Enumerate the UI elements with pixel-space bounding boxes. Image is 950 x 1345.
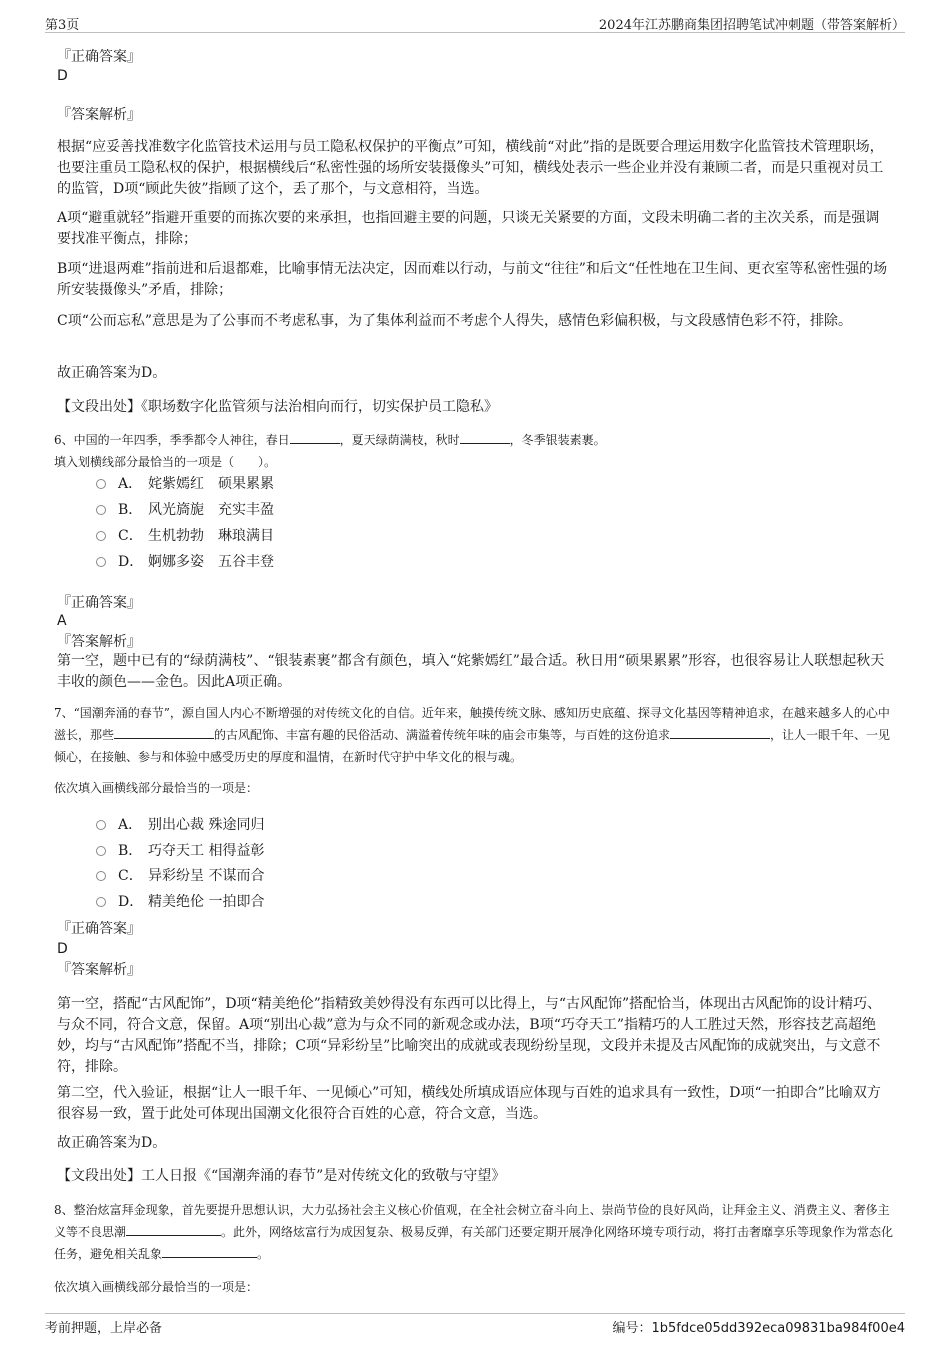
page-header bbox=[45, 12, 905, 33]
q7-stem: 7、“国潮奔涌的春节”，源自国人内心不断增强的对传统文化的自信。近年来，触摸传统文脉、感知历史底蕴、探寻文化基因等精神追求，在越来越多人的心中滋长，那些 的古风配饰、丰富有趣的民俗活动、满溢着传统年味的庙会市集等，与百姓的这份追求 ，让人一眼千年、一见倾心，在接触、参与和体验中感受历史的厚度和温情，在新时代守护中华文化的根与魂。 bbox=[54, 706, 891, 764]
q7-answer-label: 『正确答案』 bbox=[57, 921, 141, 937]
blank-line bbox=[126, 1223, 221, 1236]
radio-icon[interactable] bbox=[96, 505, 106, 515]
q6-instruction: 填入划横线部分最恰当的一项是（ ）。 bbox=[54, 455, 277, 469]
q6-stem: 6、中国的一年四季，季季都令人神往，春日 ，夏天绿荫满枝，秋时 ，冬季银装素裹。 bbox=[54, 433, 606, 447]
radio-icon[interactable] bbox=[96, 479, 106, 489]
q7-analysis-label: 『答案解析』 bbox=[57, 962, 141, 978]
q5-analysis-p3: B项“进退两难”指前进和后退都难，比喻事情无法决定，因而难以行动，与前文“往往”和后文“任性地在卫生间、更衣室等私密性强的场所安装摄像头”矛盾，排除； bbox=[57, 261, 888, 298]
q7-option-b[interactable]: B． 巧夺天工 相得益彰 bbox=[96, 841, 264, 861]
q5-analysis-p4: C项“公而忘私”意思是为了公事而不考虑私事，为了集体利益而不考虑个人得失，感情色彩偏积极，与文段感情色彩不符，排除。 bbox=[57, 313, 853, 329]
q5-answer-label: 『正确答案』 bbox=[57, 49, 141, 65]
q7-instruction: 依次填入画横线部分最恰当的一项是： bbox=[54, 781, 259, 795]
blank-line bbox=[670, 726, 770, 739]
radio-icon[interactable] bbox=[96, 871, 106, 881]
q7-option-a[interactable]: A． 别出心裁 殊途同归 bbox=[96, 815, 264, 835]
page-number: 第3页 bbox=[45, 18, 80, 33]
q6-analysis: 第一空，题中已有的“绿荫满枝”、“银装素裹”都含有颜色，填入“姹紫嫣红”最合适。秋日用“硕果累累”形容，也很容易让人联想起秋天丰收的颜色——金色。因此A项正确。 bbox=[57, 653, 885, 690]
blank-line bbox=[290, 431, 340, 444]
blank-line bbox=[162, 1245, 257, 1258]
blank-line bbox=[114, 726, 214, 739]
q5-source: 【文段出处】《职场数字化监管须与法治相向而行，切实保护员工隐私》 bbox=[57, 399, 498, 415]
q5-analysis-label: 『答案解析』 bbox=[57, 107, 141, 123]
q8-instruction: 依次填入画横线部分最恰当的一项是： bbox=[54, 1280, 259, 1294]
q7-option-d[interactable]: D． 精美绝伦 一拍即合 bbox=[96, 892, 264, 912]
q6-analysis-label: 『答案解析』 bbox=[57, 634, 141, 650]
radio-icon[interactable] bbox=[96, 557, 106, 567]
q6-answer: A bbox=[57, 613, 67, 629]
q7-answer: D bbox=[57, 941, 68, 957]
q7-conclusion: 故正确答案为D。 bbox=[57, 1135, 167, 1151]
footer-code: 编号：1b5fdce05dd392eca09831ba984f00e4 bbox=[612, 1321, 905, 1336]
q6-option-c[interactable]: C． 生机勃勃 琳琅满目 bbox=[96, 526, 274, 546]
q7-source: 【文段出处】工人日报《“国潮奔涌的春节”是对传统文化的致敬与守望》 bbox=[57, 1168, 506, 1184]
page-footer bbox=[45, 1313, 905, 1336]
document-title: 2024年江苏鹏商集团招聘笔试冲刺题（带答案解析） bbox=[598, 18, 905, 33]
q7-option-c[interactable]: C． 异彩纷呈 不谋而合 bbox=[96, 866, 264, 886]
radio-icon[interactable] bbox=[96, 820, 106, 830]
blank-line bbox=[460, 431, 510, 444]
q7-analysis-p2: 第二空，代入验证，根据“让人一眼千年、一见倾心”可知，横线处所填成语应体现与百姓的追求具有一致性，D项“一拍即合”比喻双方很容易一致，置于此处可体现出国潮文化很符合百姓的心意，符合文意，当选。 bbox=[57, 1085, 881, 1122]
q5-analysis-p1: 根据“应妥善找准数字化监管技术运用与员工隐私权保护的平衡点”可知，横线前“对此”指的是既要合理运用数字化监管技术管理职场，也要注重员工隐私权的保护，根据横线后“私密性强的场所安装摄像头”可知，横线处表示一些企业并没有兼顾二者，而是只重视对员工的监管，D项“顾此失彼”指顾了这个，丢了那个，与文意相符，当选。 bbox=[57, 139, 884, 197]
q8-stem: 8、整治炫富拜金现象，首先要提升思想认识，大力弘扬社会主义核心价值观，在全社会树立奋斗向上、崇尚节俭的良好风尚，让拜金主义、消费主义、奢侈主义等不良思潮 。此外，网络炫富行为成因复杂、极易反弹，有关部门还要定期开展净化网络环境专项行动，将打击奢靡享乐等现象作为常态化任务，避免相关乱象 。 bbox=[54, 1203, 894, 1261]
q6-option-b[interactable]: B． 风光旖旎 充实丰盈 bbox=[96, 500, 274, 520]
q6-option-a[interactable]: A． 姹紫嫣红 硕果累累 bbox=[96, 474, 274, 494]
q6-option-d[interactable]: D． 婀娜多姿 五谷丰登 bbox=[96, 552, 274, 572]
radio-icon[interactable] bbox=[96, 897, 106, 907]
radio-icon[interactable] bbox=[96, 846, 106, 856]
q7-analysis-p1: 第一空，搭配“古风配饰”，D项“精美绝伦”指精致美妙得没有东西可以比得上，与“古风配饰”搭配恰当，体现出古风配饰的设计精巧、与众不同，符合文意，保留。A项“别出心裁”意为与众不同的新观念或办法，B项“巧夺天工”指精巧的人工胜过天然，形容技艺高超绝妙，均与“古风配饰”搭配不当，排除；C项“异彩纷呈”比喻突出的成就或表现纷纷呈现，文段并未提及古风配饰的成就突出，与文意不符，排除。 bbox=[57, 996, 882, 1075]
q5-conclusion: 故正确答案为D。 bbox=[57, 365, 167, 381]
q5-analysis-p2: A项“避重就轻”指避开重要的而拣次要的来承担，也指回避主要的问题，只谈无关紧要的方面，文段未明确二者的主次关系，而是强调要找准平衡点，排除； bbox=[57, 210, 880, 247]
q6-answer-label: 『正确答案』 bbox=[57, 595, 141, 611]
footer-slogan: 考前押题，上岸必备 bbox=[45, 1321, 163, 1336]
radio-icon[interactable] bbox=[96, 531, 106, 541]
q5-answer: D bbox=[57, 68, 68, 84]
